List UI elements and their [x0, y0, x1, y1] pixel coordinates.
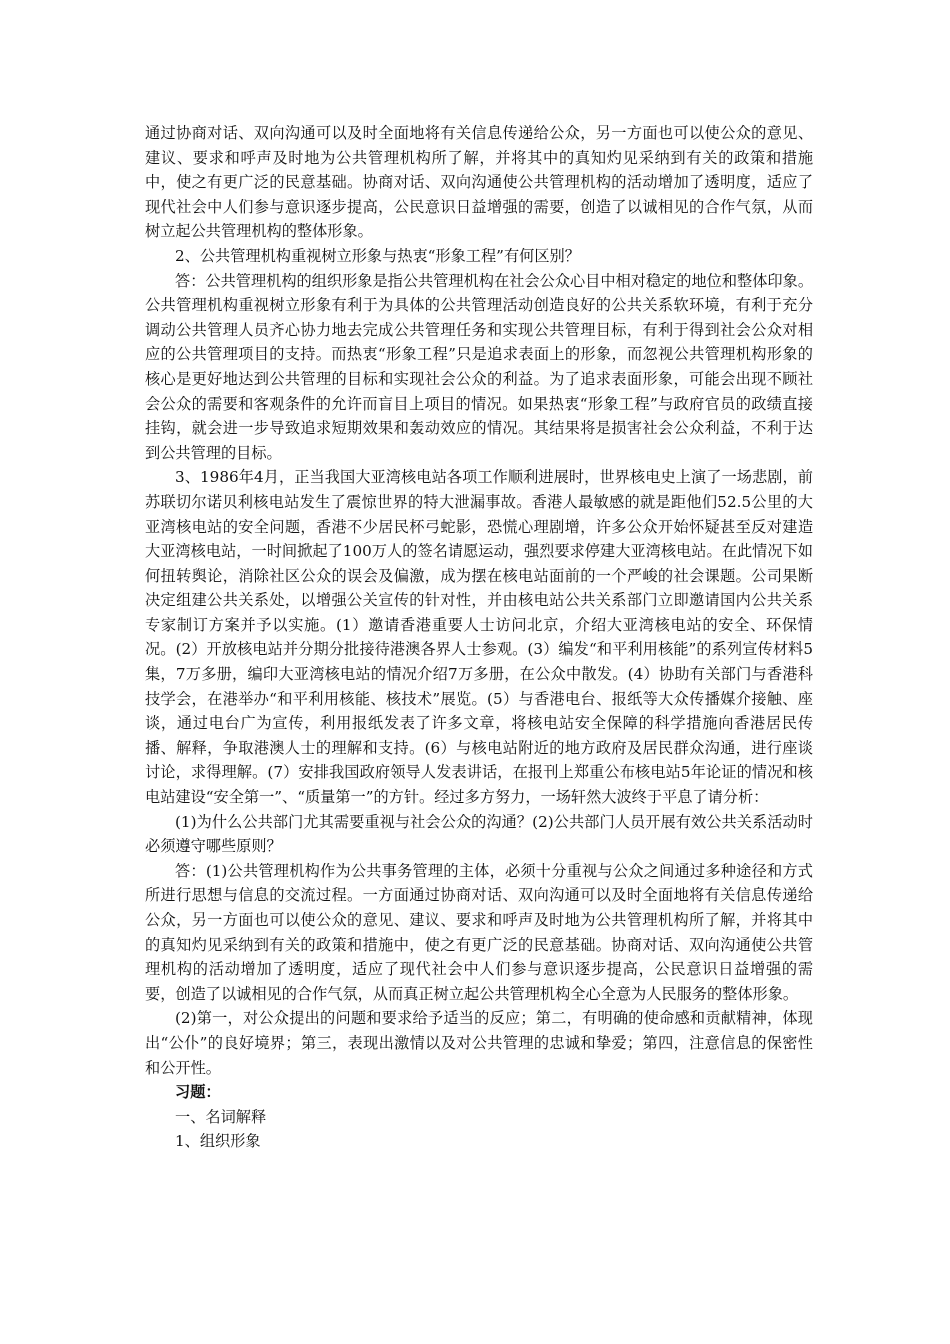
section-heading-terms: 一、名词解释 — [175, 1107, 267, 1126]
case-3-questions: (1)为什么公共部门尤其需要重视与社会公众的沟通？(2)公共部门人员开展有效公共关系活动时必须遵守哪些原则？ — [145, 812, 813, 856]
term-item-1: 1、组织形象 — [175, 1132, 261, 1151]
document-page — [145, 121, 813, 1154]
question-2: 2、公共管理机构重视树立形象与热衷“形象工程”有何区别？ — [175, 246, 580, 265]
answer-2: 答：公共管理机构的组织形象是指公共管理机构在社会公众心目中相对稳定的地位和整体印象。公共管理机构重视树立形象有利于为具体的公共管理活动创造良好的公共关系软环境，有利于充分调动公共管理人员齐心协力地去完成公共管理任务和实现公共管理目标，有利于得到社会公众对相应的公共管理项目的支持。而热衷“形象工程”只是追求表面上的形象，而忽视公共管理机构形象的核心是更好地达到公共管理的目标和实现社会公众的利益。为了追求表面形象，可能会出现不顾社会公众的需要和客观条件的允许而盲目上项目的情况。如果热衷“形象工程”与政府官员的政绩直接挂钩，就会进一步导致追求短期效果和轰动效应的情况。其结果将是损害社会公众利益，不利于达到公共管理的目标。 — [145, 271, 813, 462]
exercises-heading: 习题： — [175, 1083, 221, 1102]
answer-3-part-1: 答：(1)公共管理机构作为公共事务管理的主体，必须十分重视与公众之间通过多种途径和方式所进行思想与信息的交流过程。一方面通过协商对话、双向沟通可以及时全面地将有关信息传递给公众，另一方面也可以使公众的意见、建议、要求和呼声及时地为公共管理机构所了解，并将其中的真知灼见采纳到有关的政策和措施中，使之有更广泛的民意基础。协商对话、双向沟通使公共管理机构的活动增加了透明度，适应了现代社会中人们参与意识逐步提高，公民意识日益增强的需要，创造了以诚相见的合作气氛，从而真正树立起公共管理机构全心全意为人民服务的整体形象。 — [145, 861, 813, 1003]
answer-3-part-2: (2)第一，对公众提出的问题和要求给予适当的反应；第二，有明确的使命感和贡献精神，体现出“公仆”的良好境界；第三，表现出激情以及对公共管理的忠诚和挚爱；第四，注意信息的保密性和公开性。 — [145, 1009, 813, 1077]
case-3: 3、1986年4月，正当我国大亚湾核电站各项工作顺利进展时，世界核电史上演了一场悲剧，前苏联切尔诺贝利核电站发生了震惊世界的特大泄漏事故。香港人最敏感的就是距他们52.5公里的大亚湾核电站的安全问题，香港不少居民杯弓蛇影，恐慌心理剧增，许多公众开始怀疑甚至反对建造大亚湾核电站，一时间掀起了100万人的签名请愿运动，强烈要求停建大亚湾核电站。在此情况下如何扭转舆论，消除社区公众的误会及偏激，成为摆在核电站面前的一个严峻的社会课题。公司果断决定组建公共关系处，以增强公关宣传的针对性，并由核电站公共关系部门立即邀请国内公共关系专家制订方案并予以实施。(1）邀请香港重要人士访问北京，介绍大亚湾核电站的安全、环保情况。(2）开放核电站并分期分批接待港澳各界人士参观。(3）编发“和平利用核能”的系列宣传材料5集，7万多册，编印大亚湾核电站的情况介绍7万多册，在公众中散发。(4）协助有关部门与香港科技学会，在港举办“和平利用核能、核技术”展览。(5）与香港电台、报纸等大众传播媒介接触、座谈，通过电台广为宣传，利用报纸发表了许多文章，将核电站安全保障的科学措施向香港居民传播、解释，争取港澳人士的理解和支持。(6）与核电站附近的地方政府及居民群众沟通，进行座谈讨论，求得理解。(7）安排我国政府领导人发表讲话，在报刊上郑重公布核电站5年论证的情况和核电站建设“安全第一”、“质量第一”的方针。经过多方努力，一场轩然大波终于平息了请分析： — [145, 468, 813, 807]
paragraph-continuation: 通过协商对话、双向沟通可以及时全面地将有关信息传递给公众，另一方面也可以使公众的意见、建议、要求和呼声及时地为公共管理机构所了解，并将其中的真知灼见采纳到有关的政策和措施中，使之有更广泛的民意基础。协商对话、双向沟通使公共管理机构的活动增加了透明度，适应了现代社会中人们参与意识逐步提高，公民意识日益增强的需要，创造了以诚相见的合作气氛，从而树立起公共管理机构的整体形象。 — [145, 124, 813, 241]
